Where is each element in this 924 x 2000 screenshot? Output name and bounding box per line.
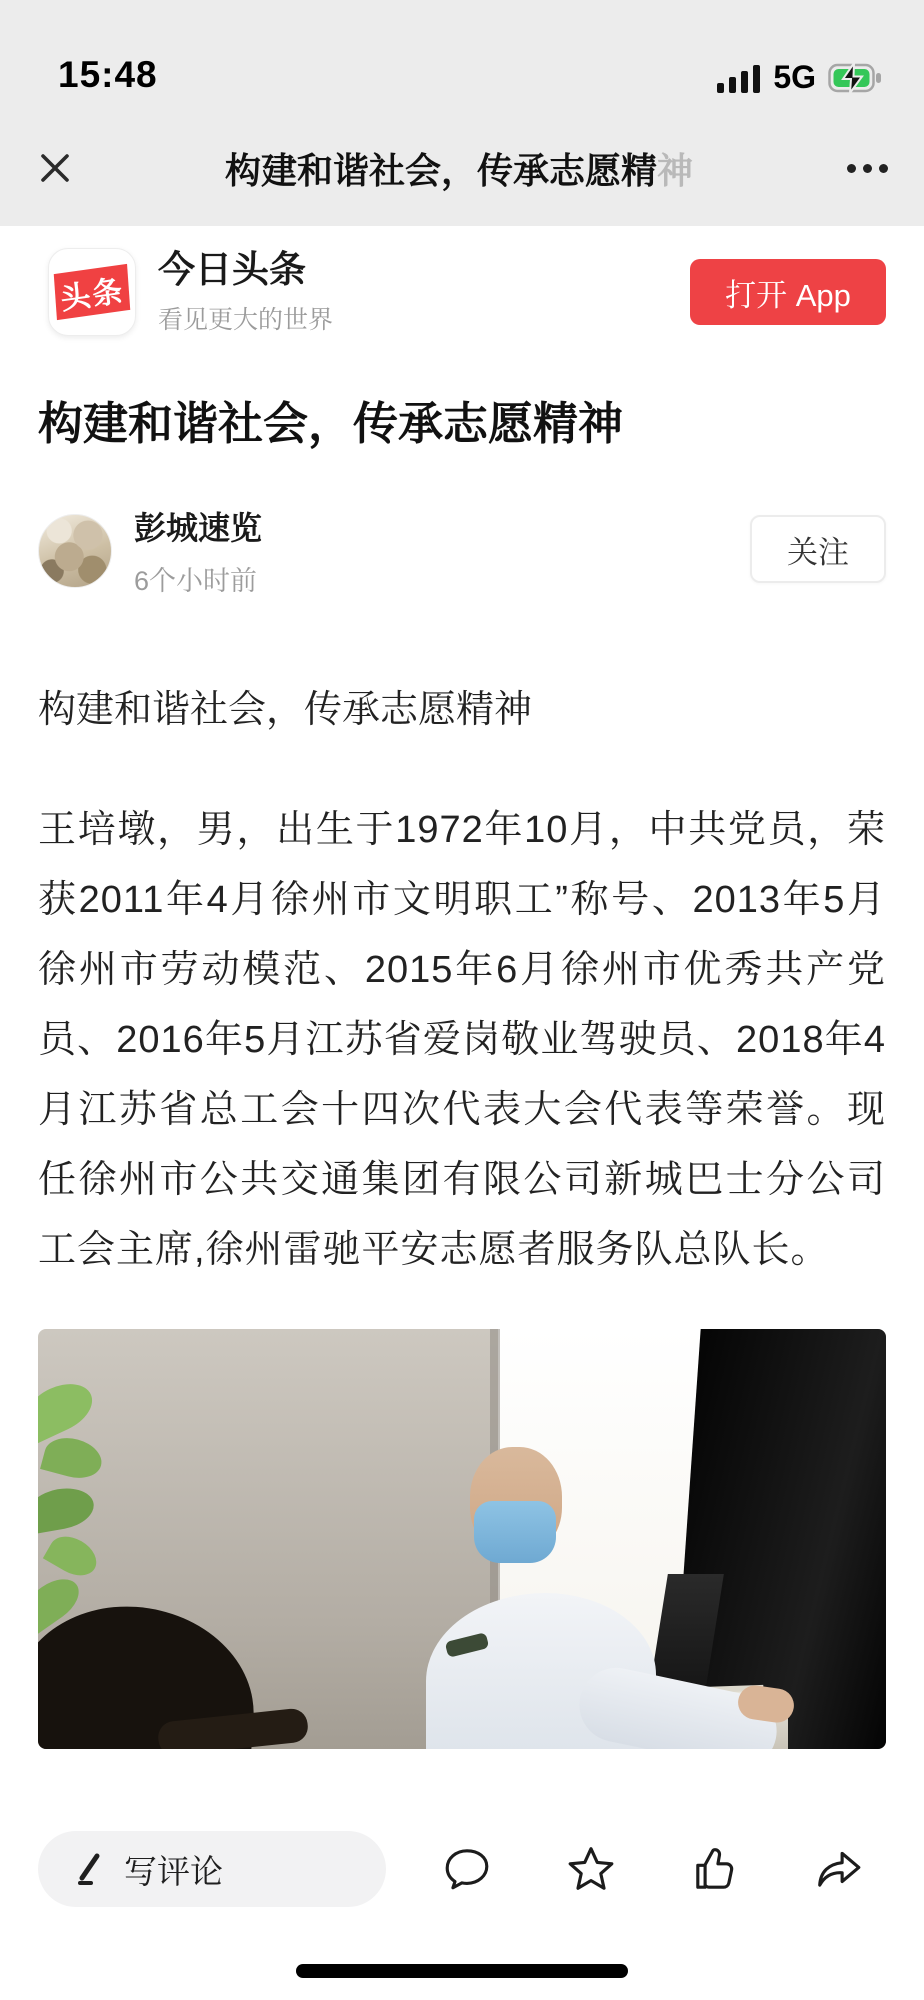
publish-time: 6个小时前 — [134, 566, 258, 597]
photo-plant — [38, 1374, 100, 1443]
page-title: 构建和谐社会，传承志愿精神 — [224, 149, 694, 191]
nav-bar — [0, 110, 924, 226]
share-button[interactable] — [814, 1844, 864, 1894]
article-image[interactable] — [38, 1329, 886, 1749]
signal-bars-icon — [717, 63, 761, 93]
home-indicator[interactable] — [296, 1964, 628, 1978]
more-menu-button[interactable] — [818, 164, 888, 173]
status-time: 15:48 — [58, 54, 158, 95]
star-icon — [566, 1844, 616, 1894]
write-comment-label: 写评论 — [124, 1852, 223, 1890]
toutiao-logo-flag: 头条 — [54, 264, 130, 320]
close-icon — [36, 149, 74, 187]
photo-face-mask — [474, 1501, 556, 1563]
article-paragraph: 构建和谐社会，传承志愿精神 — [38, 689, 533, 732]
article-paragraph: 王培墩，男，出生于1972年10月，中共党员，荣获2011年4月徐州市文明职工”称号、2013年5月徐州市劳动模范、2015年6月徐州市优秀共产党员、2016年5月江苏省爱岗敬业驾驶员、2018年4月江苏省总工会十四次代表大会代表等荣誉。现任徐州市公共交通集团有限公司新城巴士分公司工会主席,徐州雷驰平安志愿者服务队总队长。 — [38, 809, 886, 1272]
author-name[interactable]: 彭城速览 — [134, 510, 263, 547]
network-type-label: 5G — [773, 59, 816, 95]
app-banner — [0, 226, 924, 362]
author-avatar[interactable] — [38, 514, 112, 588]
bottom-toolbar — [38, 1830, 886, 1908]
app-slogan: 看见更大的世界 — [158, 306, 334, 335]
more-dots-icon — [847, 164, 856, 173]
article — [0, 394, 924, 1749]
thumbs-up-icon — [690, 1844, 740, 1894]
close-button[interactable] — [36, 149, 100, 187]
pencil-icon — [68, 1850, 106, 1888]
toutiao-logo[interactable] — [48, 248, 136, 336]
open-app-button[interactable]: 打开 App — [690, 259, 886, 325]
follow-button[interactable]: 关注 — [750, 515, 886, 583]
comment-bubble-icon — [442, 1844, 492, 1894]
page-title-faded-char: 神 — [657, 149, 694, 191]
like-button[interactable] — [690, 1844, 740, 1894]
favorite-button[interactable] — [566, 1844, 616, 1894]
share-icon — [814, 1844, 864, 1894]
status-bar — [0, 0, 924, 110]
write-comment-input[interactable] — [38, 1831, 386, 1907]
article-title: 构建和谐社会，传承志愿精神 — [38, 398, 624, 450]
author-row — [38, 503, 886, 598]
app-name: 今日头条 — [158, 249, 306, 290]
battery-charging-icon — [828, 63, 884, 93]
comment-button[interactable] — [442, 1844, 492, 1894]
